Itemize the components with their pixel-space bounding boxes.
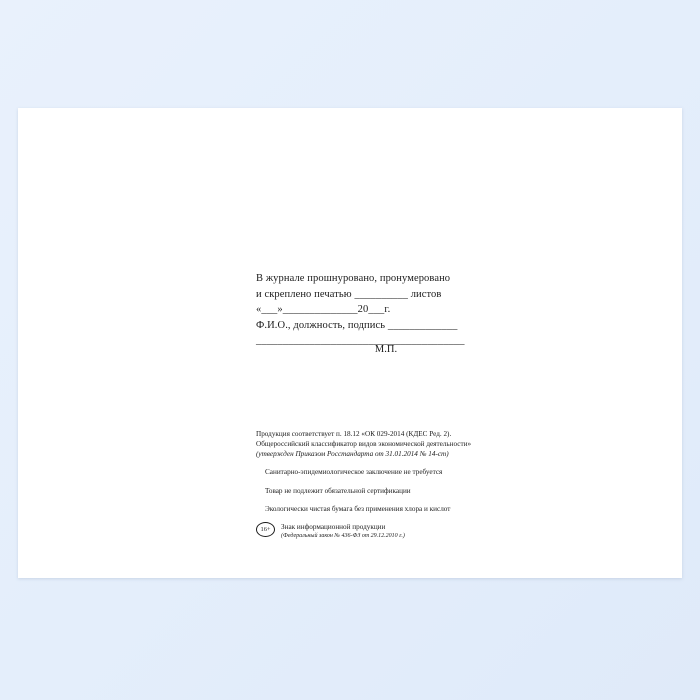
stamp-place-mark: М.П. bbox=[374, 344, 398, 355]
age-rating-text bbox=[281, 522, 405, 540]
journal-line-3: «___»______________20___г. bbox=[256, 304, 391, 315]
journal-line-2: и скреплено печатью __________ листов bbox=[256, 288, 442, 300]
age-rating-law: (Федеральный закон № 436-ФЗ от 29.12.2010 г.) bbox=[281, 533, 405, 540]
journal-line-5: _______________________________________ bbox=[256, 335, 465, 346]
conformity-line-2: Общероссийский классификатор видов экономической деятельности» bbox=[256, 440, 472, 449]
journal-certification-block bbox=[256, 271, 516, 349]
conformity-line-1: Продукция соответствует п. 18.12 «ОК 029-2014 (КДЕС Ред. 2). bbox=[256, 430, 452, 438]
journal-line-1: В журнале прошнуровано, пронумеровано bbox=[256, 273, 451, 284]
age-rating-badge: 16+ bbox=[256, 522, 275, 537]
conformity-line-3: (утвержден Приказом Росстандарта от 31.01.2014 № 14-ст) bbox=[256, 449, 449, 458]
age-rating-row bbox=[256, 522, 556, 540]
certification-note: Товар не подлежит обязательной сертификации bbox=[265, 486, 411, 495]
age-rating-title: Знак информационной продукции bbox=[281, 523, 386, 532]
paper-note: Экологически чистая бумага без применения хлора и кислот bbox=[265, 505, 451, 514]
legal-notes-block bbox=[256, 430, 556, 540]
document-page bbox=[18, 108, 682, 578]
journal-line-4: Ф.И.О., должность, подпись _____________ bbox=[256, 319, 458, 331]
sanitary-note: Санитарно-эпидемиологическое заключение не требуется bbox=[265, 468, 443, 477]
